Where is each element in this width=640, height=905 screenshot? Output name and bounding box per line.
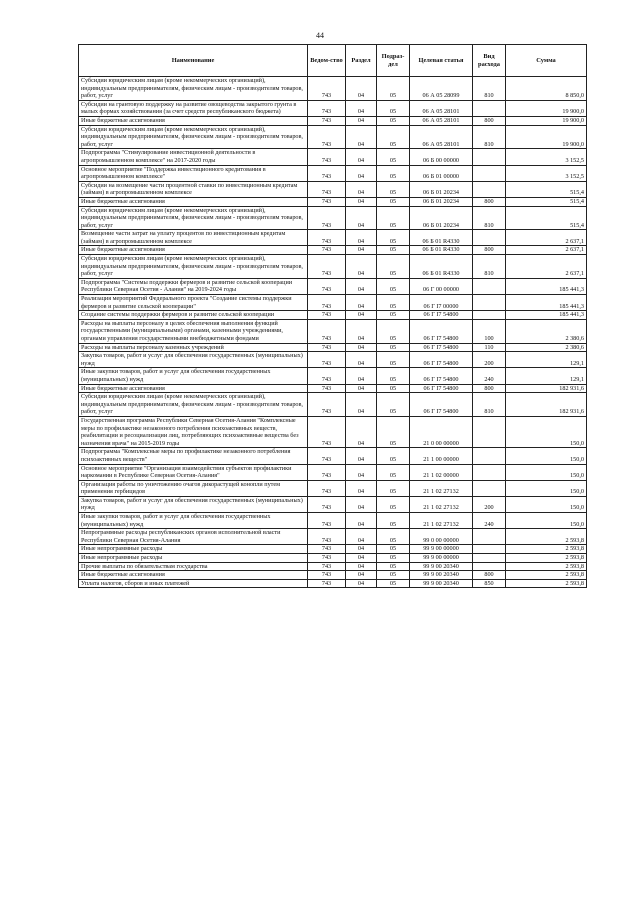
cell-type <box>473 562 506 571</box>
cell-section: 04 <box>346 206 377 230</box>
cell-sum: 2 637,1 <box>506 246 587 255</box>
cell-dept: 743 <box>308 181 346 197</box>
cell-section: 04 <box>346 230 377 246</box>
cell-name: Расходы на выплаты персоналу в целях обеспечения выполнения функций государственными (муниципальными) органами, казенными учреждениями, органами управления государственными внебюджетными фондами <box>79 319 308 343</box>
cell-section: 04 <box>346 125 377 149</box>
cell-type: 800 <box>473 197 506 206</box>
cell-dept: 743 <box>308 368 346 384</box>
cell-target: 06 Г I7 54800 <box>410 311 473 320</box>
cell-target: 99 9 00 00000 <box>410 545 473 554</box>
cell-dept: 743 <box>308 496 346 512</box>
cell-type: 110 <box>473 343 506 352</box>
table-row <box>79 149 587 165</box>
cell-subsection: 05 <box>377 513 410 529</box>
cell-name: Подпрограмма "Стимулирование инвестиционной деятельности в агропромышленном комплексе" на 2017-2020 годы <box>79 149 308 165</box>
cell-name: Иные закупки товаров, работ и услуг для обеспечения государственных (муниципальных) нужд <box>79 513 308 529</box>
table-row <box>79 384 587 393</box>
cell-name: Непрограммные расходы республиканских органов исполнительной власти Республики Северная Осетия-Алания <box>79 529 308 545</box>
cell-target: 99 9 00 20340 <box>410 579 473 588</box>
cell-sum: 3 152,5 <box>506 149 587 165</box>
cell-target: 06 Г I7 54800 <box>410 352 473 368</box>
table-row <box>79 393 587 417</box>
cell-type: 200 <box>473 352 506 368</box>
cell-dept: 743 <box>308 416 346 447</box>
table-row <box>79 352 587 368</box>
table-row <box>79 480 587 496</box>
cell-target: 06 Б 00 00000 <box>410 149 473 165</box>
cell-type: 800 <box>473 246 506 255</box>
cell-dept: 743 <box>308 100 346 116</box>
table-row <box>79 246 587 255</box>
cell-subsection: 05 <box>377 579 410 588</box>
cell-sum: 2 593,8 <box>506 562 587 571</box>
cell-sum: 2 380,6 <box>506 343 587 352</box>
cell-section: 04 <box>346 393 377 417</box>
cell-type <box>473 554 506 563</box>
cell-dept: 743 <box>308 149 346 165</box>
table-row <box>79 562 587 571</box>
page-number: 44 <box>316 31 324 40</box>
cell-type: 800 <box>473 384 506 393</box>
cell-name: Иные бюджетные ассигнования <box>79 384 308 393</box>
table-row <box>79 125 587 149</box>
cell-section: 04 <box>346 554 377 563</box>
cell-target: 06 Г I7 54800 <box>410 393 473 417</box>
cell-name: Иные закупки товаров, работ и услуг для обеспечения государственных (муниципальных) нужд <box>79 368 308 384</box>
cell-target: 99 9 00 00000 <box>410 554 473 563</box>
cell-sum: 2 593,8 <box>506 571 587 580</box>
cell-dept: 743 <box>308 77 346 101</box>
cell-type: 240 <box>473 513 506 529</box>
cell-subsection: 05 <box>377 246 410 255</box>
cell-type <box>473 230 506 246</box>
cell-section: 04 <box>346 116 377 125</box>
cell-subsection: 05 <box>377 197 410 206</box>
table-row <box>79 416 587 447</box>
cell-dept: 743 <box>308 116 346 125</box>
cell-type <box>473 278 506 294</box>
table-row <box>79 571 587 580</box>
cell-name: Закупка товаров, работ и услуг для обеспечения государственных (муниципальных) нужд <box>79 352 308 368</box>
cell-sum: 2 593,8 <box>506 579 587 588</box>
cell-target: 21 1 02 27132 <box>410 496 473 512</box>
cell-section: 04 <box>346 255 377 279</box>
cell-target: 06 Б 01 20234 <box>410 206 473 230</box>
cell-name: Иные бюджетные ассигнования <box>79 246 308 255</box>
cell-dept: 743 <box>308 255 346 279</box>
budget-table <box>78 44 587 588</box>
cell-target: 06 Б 01 00000 <box>410 165 473 181</box>
cell-section: 04 <box>346 319 377 343</box>
cell-section: 04 <box>346 416 377 447</box>
cell-type <box>473 165 506 181</box>
table-row <box>79 206 587 230</box>
cell-sum: 515,4 <box>506 206 587 230</box>
cell-sum: 182 931,6 <box>506 393 587 417</box>
cell-sum: 185 441,3 <box>506 295 587 311</box>
cell-target: 21 0 00 00000 <box>410 416 473 447</box>
cell-section: 04 <box>346 571 377 580</box>
cell-name: Субсидии юридическим лицам (кроме некоммерческих организаций), индивидуальным предпринимателям, физическим лицам - производителям товаров, работ, услуг <box>79 206 308 230</box>
table-row <box>79 255 587 279</box>
cell-subsection: 05 <box>377 206 410 230</box>
cell-sum: 185 441,3 <box>506 278 587 294</box>
cell-dept: 743 <box>308 529 346 545</box>
cell-target: 06 Г I7 54800 <box>410 343 473 352</box>
cell-name: Субсидии юридическим лицам (кроме некоммерческих организаций), индивидуальным предпринимателям, физическим лицам - производителям товаров, работ, услуг <box>79 393 308 417</box>
cell-section: 04 <box>346 165 377 181</box>
cell-sum: 185 441,3 <box>506 311 587 320</box>
cell-name: Иные бюджетные ассигнования <box>79 571 308 580</box>
cell-sum: 3 152,5 <box>506 165 587 181</box>
cell-subsection: 05 <box>377 545 410 554</box>
cell-name: Основное мероприятие "Организация взаимодействия субъектов профилактики наркомании в Республике Северная Осетия-Алания" <box>79 464 308 480</box>
cell-name: Субсидии юридическим лицам (кроме некоммерческих организаций), индивидуальным предпринимателям, физическим лицам - производителям товаров, работ, услуг <box>79 77 308 101</box>
cell-target: 99 9 00 20340 <box>410 562 473 571</box>
cell-type: 800 <box>473 571 506 580</box>
cell-section: 04 <box>346 100 377 116</box>
cell-type: 240 <box>473 368 506 384</box>
cell-type <box>473 295 506 311</box>
cell-sum: 2 593,8 <box>506 529 587 545</box>
cell-section: 04 <box>346 529 377 545</box>
table-row <box>79 448 587 464</box>
cell-target: 21 1 02 27132 <box>410 513 473 529</box>
cell-name: Реализация мероприятий Федерального проекта "Создание системы поддержки фермеров и развитие сельской кооперации" <box>79 295 308 311</box>
cell-target: 06 Г 00 00000 <box>410 278 473 294</box>
cell-section: 04 <box>346 295 377 311</box>
cell-type: 200 <box>473 496 506 512</box>
cell-target: 06 Г I7 00000 <box>410 295 473 311</box>
cell-dept: 743 <box>308 230 346 246</box>
cell-dept: 743 <box>308 246 346 255</box>
table-row <box>79 100 587 116</box>
cell-target: 21 1 02 00000 <box>410 464 473 480</box>
cell-dept: 743 <box>308 352 346 368</box>
cell-subsection: 05 <box>377 319 410 343</box>
table-row <box>79 496 587 512</box>
cell-section: 04 <box>346 311 377 320</box>
cell-name: Подпрограмма "Комплексные меры по профилактике незаконного потребления психоактивных веществ" <box>79 448 308 464</box>
cell-name: Возмещение части затрат на уплату процентов по инвестиционным кредитам (займам) в агропромышленном комплексе <box>79 230 308 246</box>
cell-subsection: 05 <box>377 311 410 320</box>
cell-section: 04 <box>346 149 377 165</box>
cell-dept: 743 <box>308 554 346 563</box>
cell-name: Основное мероприятие "Поддержка инвестиционного кредитования в агропромышленном комплексе" <box>79 165 308 181</box>
cell-name: Иные непрограммные расходы <box>79 554 308 563</box>
cell-section: 04 <box>346 448 377 464</box>
cell-subsection: 05 <box>377 496 410 512</box>
cell-type <box>473 416 506 447</box>
cell-section: 04 <box>346 562 377 571</box>
cell-section: 04 <box>346 343 377 352</box>
cell-dept: 743 <box>308 319 346 343</box>
table-row <box>79 529 587 545</box>
table-row <box>79 513 587 529</box>
cell-name: Субсидии на грантовую поддержку на развитие овощеводства закрытого грунта в малых формах хозяйствования (за счет средств республиканского бюджета) <box>79 100 308 116</box>
cell-dept: 743 <box>308 464 346 480</box>
cell-sum: 19 900,0 <box>506 100 587 116</box>
cell-dept: 743 <box>308 125 346 149</box>
cell-target: 06 Б 01 20234 <box>410 181 473 197</box>
cell-section: 04 <box>346 480 377 496</box>
cell-subsection: 05 <box>377 165 410 181</box>
cell-name: Уплата налогов, сборов и иных платежей <box>79 579 308 588</box>
cell-type: 810 <box>473 393 506 417</box>
cell-dept: 743 <box>308 278 346 294</box>
cell-target: 06 Б 01 R4330 <box>410 246 473 255</box>
cell-subsection: 05 <box>377 368 410 384</box>
cell-dept: 743 <box>308 197 346 206</box>
cell-sum: 150,0 <box>506 464 587 480</box>
cell-sum: 2 593,8 <box>506 554 587 563</box>
cell-section: 04 <box>346 513 377 529</box>
table-row <box>79 545 587 554</box>
cell-type <box>473 311 506 320</box>
table-row <box>79 181 587 197</box>
cell-subsection: 05 <box>377 554 410 563</box>
cell-type: 850 <box>473 579 506 588</box>
cell-target: 99 0 00 00000 <box>410 529 473 545</box>
cell-target: 06 Б 01 R4330 <box>410 230 473 246</box>
table-row <box>79 579 587 588</box>
cell-target: 06 Г I7 54800 <box>410 368 473 384</box>
table-row <box>79 230 587 246</box>
cell-sum: 8 850,0 <box>506 77 587 101</box>
cell-subsection: 05 <box>377 343 410 352</box>
cell-target: 21 1 02 27132 <box>410 480 473 496</box>
cell-sum: 150,0 <box>506 416 587 447</box>
cell-type <box>473 149 506 165</box>
cell-subsection: 05 <box>377 255 410 279</box>
cell-name: Закупка товаров, работ и услуг для обеспечения государственных (муниципальных) нужд <box>79 496 308 512</box>
cell-dept: 743 <box>308 513 346 529</box>
cell-target: 06 Г I7 54800 <box>410 319 473 343</box>
table-row <box>79 165 587 181</box>
cell-subsection: 05 <box>377 464 410 480</box>
cell-subsection: 05 <box>377 116 410 125</box>
cell-section: 04 <box>346 181 377 197</box>
cell-target: 21 1 00 00000 <box>410 448 473 464</box>
cell-dept: 743 <box>308 295 346 311</box>
cell-dept: 743 <box>308 480 346 496</box>
cell-type <box>473 529 506 545</box>
cell-name: Субсидии на возмещение части процентной ставки по инвестиционным кредитам (займам) в агропромышленном комплексе <box>79 181 308 197</box>
cell-target: 99 9 00 20340 <box>410 571 473 580</box>
cell-dept: 743 <box>308 545 346 554</box>
cell-name: Субсидии юридическим лицам (кроме некоммерческих организаций), индивидуальным предпринимателям, физическим лицам - производителям товаров, работ, услуг <box>79 255 308 279</box>
header-type: Вид расхода <box>473 45 506 77</box>
cell-dept: 743 <box>308 448 346 464</box>
cell-sum: 515,4 <box>506 181 587 197</box>
cell-subsection: 05 <box>377 278 410 294</box>
cell-section: 04 <box>346 246 377 255</box>
cell-name: Иные непрограммные расходы <box>79 545 308 554</box>
cell-subsection: 05 <box>377 125 410 149</box>
cell-name: Государственная программа Республики Северная Осетия-Алания "Комплексные меры по профилактике незаконного потребления психоактивных веществ, реабилитации и ресоциализации лиц, потребляющих психоактивные вещества без назначения врача" на 2015-2019 годы <box>79 416 308 447</box>
table-row <box>79 116 587 125</box>
cell-subsection: 05 <box>377 181 410 197</box>
cell-dept: 743 <box>308 311 346 320</box>
cell-subsection: 05 <box>377 295 410 311</box>
cell-sum: 515,4 <box>506 197 587 206</box>
cell-subsection: 05 <box>377 562 410 571</box>
cell-target: 06 А 05 28099 <box>410 77 473 101</box>
cell-subsection: 05 <box>377 571 410 580</box>
cell-sum: 150,0 <box>506 448 587 464</box>
cell-section: 04 <box>346 278 377 294</box>
cell-type <box>473 181 506 197</box>
cell-type <box>473 545 506 554</box>
cell-name: Прочие выплаты по обязательствам государства <box>79 562 308 571</box>
cell-section: 04 <box>346 352 377 368</box>
cell-name: Подпрограмма "Системы поддержки фермеров и развитие сельской кооперации Республики Северная Осетия - Алания" на 2019-2024 годы <box>79 278 308 294</box>
cell-sum: 2 637,1 <box>506 255 587 279</box>
cell-type <box>473 480 506 496</box>
cell-subsection: 05 <box>377 416 410 447</box>
cell-dept: 743 <box>308 206 346 230</box>
cell-sum: 150,0 <box>506 480 587 496</box>
cell-name: Создание системы поддержки фермеров и развитие сельской кооперации <box>79 311 308 320</box>
cell-sum: 129,1 <box>506 368 587 384</box>
cell-subsection: 05 <box>377 480 410 496</box>
cell-sum: 19 900,0 <box>506 125 587 149</box>
header-section: Раздел <box>346 45 377 77</box>
cell-dept: 743 <box>308 562 346 571</box>
cell-dept: 743 <box>308 393 346 417</box>
cell-sum: 2 593,8 <box>506 545 587 554</box>
cell-target: 06 А 05 28101 <box>410 125 473 149</box>
cell-section: 04 <box>346 496 377 512</box>
cell-section: 04 <box>346 579 377 588</box>
cell-sum: 2 637,1 <box>506 230 587 246</box>
cell-section: 04 <box>346 545 377 554</box>
cell-subsection: 05 <box>377 149 410 165</box>
cell-subsection: 05 <box>377 393 410 417</box>
cell-type <box>473 448 506 464</box>
table-row <box>79 368 587 384</box>
cell-name: Иные бюджетные ассигнования <box>79 116 308 125</box>
table-row <box>79 197 587 206</box>
cell-target: 06 Г I7 54800 <box>410 384 473 393</box>
cell-name: Организация работы по уничтожению очагов дикорастущей конопли путем применения гербицидов <box>79 480 308 496</box>
cell-subsection: 05 <box>377 448 410 464</box>
cell-name: Расходы на выплаты персоналу казенных учреждений <box>79 343 308 352</box>
cell-subsection: 05 <box>377 384 410 393</box>
table-row <box>79 77 587 101</box>
cell-subsection: 05 <box>377 352 410 368</box>
cell-type <box>473 100 506 116</box>
cell-sum: 19 900,0 <box>506 116 587 125</box>
cell-type: 810 <box>473 255 506 279</box>
cell-subsection: 05 <box>377 77 410 101</box>
cell-target: 06 Б 01 20234 <box>410 197 473 206</box>
table-row <box>79 319 587 343</box>
table-row <box>79 343 587 352</box>
cell-type: 810 <box>473 77 506 101</box>
cell-type: 100 <box>473 319 506 343</box>
cell-section: 04 <box>346 368 377 384</box>
cell-subsection: 05 <box>377 230 410 246</box>
cell-name: Иные бюджетные ассигнования <box>79 197 308 206</box>
cell-section: 04 <box>346 197 377 206</box>
cell-dept: 743 <box>308 579 346 588</box>
cell-type: 810 <box>473 125 506 149</box>
cell-subsection: 05 <box>377 529 410 545</box>
cell-sum: 150,0 <box>506 513 587 529</box>
cell-target: 06 А 05 28101 <box>410 116 473 125</box>
cell-dept: 743 <box>308 571 346 580</box>
header-name: Наименование <box>79 45 308 77</box>
cell-section: 04 <box>346 464 377 480</box>
table-row <box>79 464 587 480</box>
cell-type: 810 <box>473 206 506 230</box>
cell-sum: 2 380,6 <box>506 319 587 343</box>
cell-dept: 743 <box>308 165 346 181</box>
header-dept: Ведом-ство <box>308 45 346 77</box>
cell-target: 06 Б 01 R4330 <box>410 255 473 279</box>
header-target: Целевая статья <box>410 45 473 77</box>
cell-type <box>473 464 506 480</box>
table-header-row <box>79 45 587 77</box>
cell-sum: 150,0 <box>506 496 587 512</box>
cell-sum: 129,1 <box>506 352 587 368</box>
cell-dept: 743 <box>308 343 346 352</box>
cell-section: 04 <box>346 384 377 393</box>
cell-type: 800 <box>473 116 506 125</box>
table-row <box>79 278 587 294</box>
cell-dept: 743 <box>308 384 346 393</box>
cell-target: 06 А 05 28101 <box>410 100 473 116</box>
cell-sum: 182 931,6 <box>506 384 587 393</box>
table-row <box>79 295 587 311</box>
header-sum: Сумма <box>506 45 587 77</box>
table-row <box>79 554 587 563</box>
cell-section: 04 <box>346 77 377 101</box>
cell-subsection: 05 <box>377 100 410 116</box>
table-row <box>79 311 587 320</box>
header-subsection: Подраз-дел <box>377 45 410 77</box>
cell-name: Субсидии юридическим лицам (кроме некоммерческих организаций), индивидуальным предпринимателям, физическим лицам - производителям товаров, работ, услуг <box>79 125 308 149</box>
